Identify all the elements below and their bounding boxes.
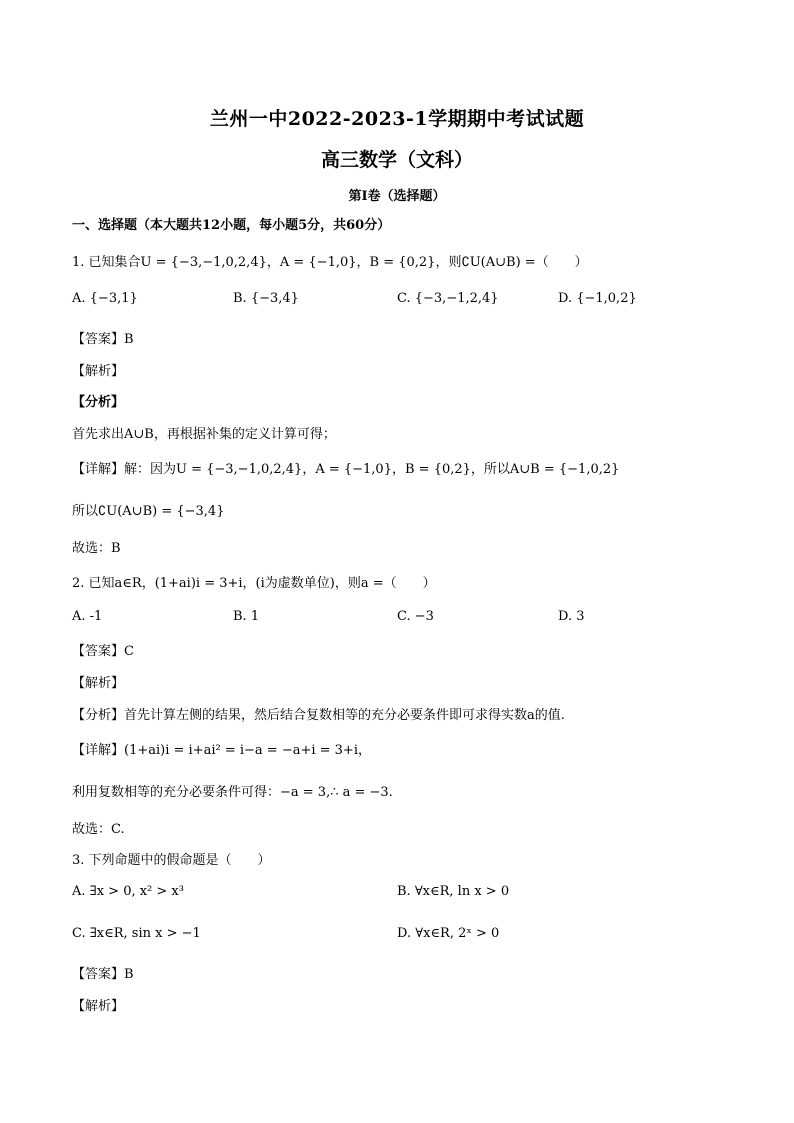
q3-option-c: C. ∃x∈R, sin x > −1: [72, 926, 201, 941]
q2-analysis: 【分析】首先计算左侧的结果，然后结合复数相等的充分必要条件即可求得实数a的值.: [72, 708, 565, 723]
q2-detail: 【详解】(1+ai)i = i+ai² = i−a = −a+i = 3+i，: [72, 743, 371, 758]
section-heading: 一、选择题（本大题共12小题，每小题5分，共60分）: [72, 218, 391, 233]
q3-option-b: B. ∀x∈R, ln x > 0: [397, 884, 510, 899]
q2-stem: 2. 已知a∈R，(1+ai)i = 3+i，(i为虚数单位)，则a =（ ）: [72, 576, 436, 591]
q1-answer: 【答案】B: [72, 332, 134, 347]
q2-option-d: D. 3: [558, 609, 585, 624]
q2-explain-tag: 【解析】: [72, 676, 125, 691]
q3-answer: 【答案】B: [72, 967, 134, 982]
exam-title: 兰州一中2022-2023-1学期期中考试试题: [209, 108, 585, 130]
q1-option-c: C. {−3,−1,2,4}: [397, 291, 499, 306]
q2-option-a: A. -1: [72, 609, 103, 624]
q2-answer: 【答案】C: [72, 644, 134, 659]
q1-detail: 【详解】解：因为U = {−3,−1,0,2,4}，A = {−1,0}，B = {0,2}，所以A∪B = {−1,0,2}: [72, 462, 620, 477]
q1-option-a: A. {−3,1}: [72, 291, 138, 306]
exam-subtitle: 高三数学（文科）: [320, 149, 473, 171]
q1-option-b: B. {−3,4}: [233, 291, 299, 306]
q1-conclusion: 故选：B: [72, 541, 121, 556]
q2-conclusion: 故选：C.: [72, 822, 125, 837]
q1-explain-tag: 【解析】: [72, 364, 125, 379]
q3-option-a: A. ∃x > 0, x² > x³: [72, 884, 184, 899]
q1-detail-2: 所以∁U(A∪B) = {−3,4}: [72, 504, 225, 519]
q1-analysis-tag: 【分析】: [72, 395, 125, 410]
q3-explain-tag: 【解析】: [72, 999, 125, 1014]
q1-analysis: 首先求出A∪B，再根据补集的定义计算可得；: [72, 427, 336, 442]
volume-label: 第Ⅰ卷（选择题）: [348, 189, 446, 204]
q1-stem: 1. 已知集合U = {−3,−1,0,2,4}，A = {−1,0}，B = {0,2}，则∁U(A∪B) =（ ）: [72, 255, 588, 270]
q2-option-b: B. 1: [233, 609, 260, 624]
q3-stem: 3. 下列命题中的假命题是（ ）: [72, 853, 271, 868]
q2-option-c: C. −3: [397, 609, 434, 624]
q3-option-d: D. ∀x∈R, 2ˣ > 0: [397, 926, 500, 941]
q1-option-d: D. {−1,0,2}: [558, 291, 637, 306]
q2-detail-2: 利用复数相等的充分必要条件可得：−a = 3,∴ a = −3.: [72, 785, 393, 800]
